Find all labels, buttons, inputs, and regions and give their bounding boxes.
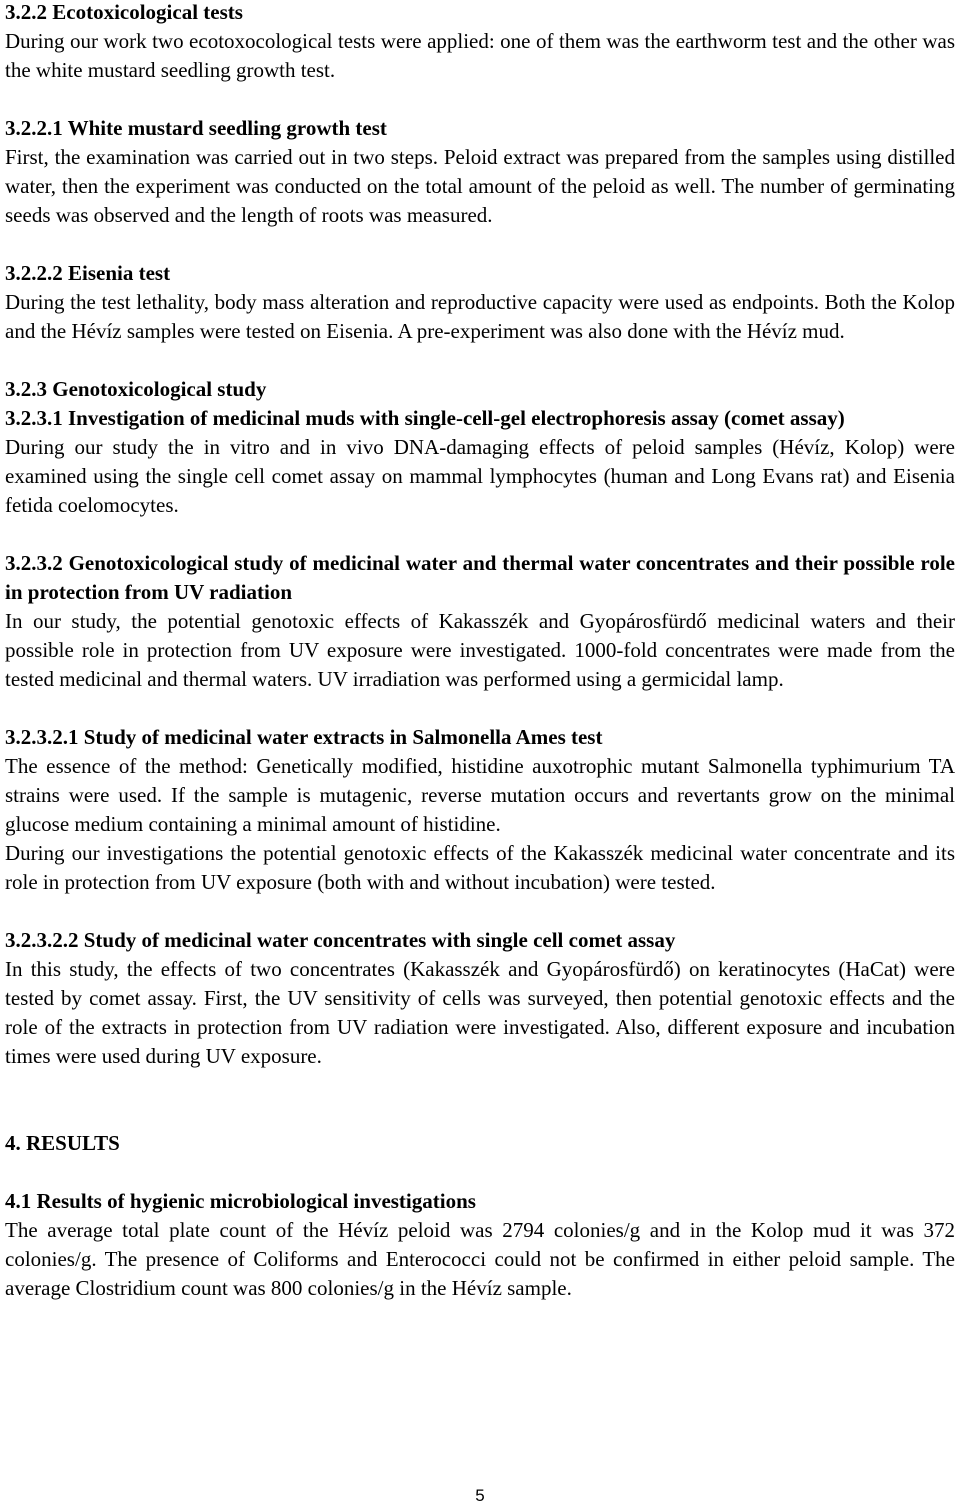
- page-number: 5: [475, 1486, 485, 1505]
- section-heading-3-2-2-1: 3.2.2.1 White mustard seedling growth test: [5, 116, 387, 140]
- section-heading-3-2-2: 3.2.2 Ecotoxicological tests: [5, 0, 243, 24]
- section-body-3-2-2-2: During the test lethality, body mass alteration and reproductive capacity were used as endpoints. Both the Kolop and the Hévíz samples were tested on Eisenia. A pre-experiment was also done with the Hévíz mud.: [5, 290, 955, 343]
- section-heading-3-2-3-2-2: 3.2.3.2.2 Study of medicinal water concentrates with single cell comet assay: [5, 928, 676, 952]
- section-body-3-2-3-2: In our study, the potential genotoxic effects of Kakasszék and Gyopárosfürdő medicinal waters and their possible role in protection from UV exposure were investigated. 1000-fold concentrates were made from the tested medicinal and thermal waters. UV irradiation was performed using a germicidal lamp.: [5, 609, 955, 691]
- section-body-3-2-2: During our work two ecotoxocological tests were applied: one of them was the earthworm test and the other was the white mustard seedling growth test.: [5, 29, 955, 82]
- section-heading-3-2-3-2: 3.2.3.2 Genotoxicological study of medicinal water and thermal water concentrates and their possible role in protection from UV radiation: [5, 551, 955, 604]
- section-body-3-2-3-2-1-a: The essence of the method: Genetically modified, histidine auxotrophic mutant Salmonella typhimurium TA strains were used. If the sample is mutagenic, reverse mutation occurs and revertants grow on the minimal glucose medium containing a minimal amount of histidine.: [5, 754, 955, 836]
- section-body-3-2-2-1: First, the examination was carried out in two steps. Peloid extract was prepared from the samples using distilled water, then the experiment was conducted on the total amount of the peloid as well. The number of germinating seeds was observed and the length of roots was measured.: [5, 145, 955, 227]
- section-body-3-2-3-2-1-b: During our investigations the potential genotoxic effects of the Kakasszék medicinal water concentrate and its role in protection from UV exposure (both with and without incubation) were tested.: [5, 841, 955, 894]
- section-heading-3-2-3: 3.2.3 Genotoxicological study: [5, 377, 267, 401]
- section-body-3-2-3-2-2: In this study, the effects of two concentrates (Kakasszék and Gyopárosfürdő) on keratinocytes (HaCat) were tested by comet assay. First, the UV sensitivity of cells was surveyed, then potential genotoxic effects and the role of the extracts in protection from UV radiation were investigated. Also, different exposure and incubation times were used during UV exposure.: [5, 957, 955, 1068]
- section-body-3-2-3-1: During our study the in vitro and in vivo DNA-damaging effects of peloid samples (Hévíz, Kolop) were examined using the single cell comet assay on mammal lymphocytes (human and Long Evans rat) and Eisenia fetida coelomocytes.: [5, 435, 955, 517]
- document-page: [5, 0, 955, 1303]
- section-heading-3-2-3-1: 3.2.3.1 Investigation of medicinal muds with single-cell-gel electrophoresis assay (comet assay): [5, 406, 845, 430]
- section-heading-3-2-2-2: 3.2.2.2 Eisenia test: [5, 261, 171, 285]
- section-body-4-1: The average total plate count of the Hévíz peloid was 2794 colonies/g and in the Kolop mud it was 372 colonies/g. The presence of Coliforms and Enterococci could not be confirmed in either peloid sample. The average Clostridium count was 800 colonies/g in the Hévíz sample.: [5, 1218, 955, 1300]
- section-heading-4-1: 4.1 Results of hygienic microbiological investigations: [5, 1189, 476, 1213]
- section-heading-4: 4. RESULTS: [5, 1131, 120, 1155]
- section-heading-3-2-3-2-1: 3.2.3.2.1 Study of medicinal water extracts in Salmonella Ames test: [5, 725, 603, 749]
